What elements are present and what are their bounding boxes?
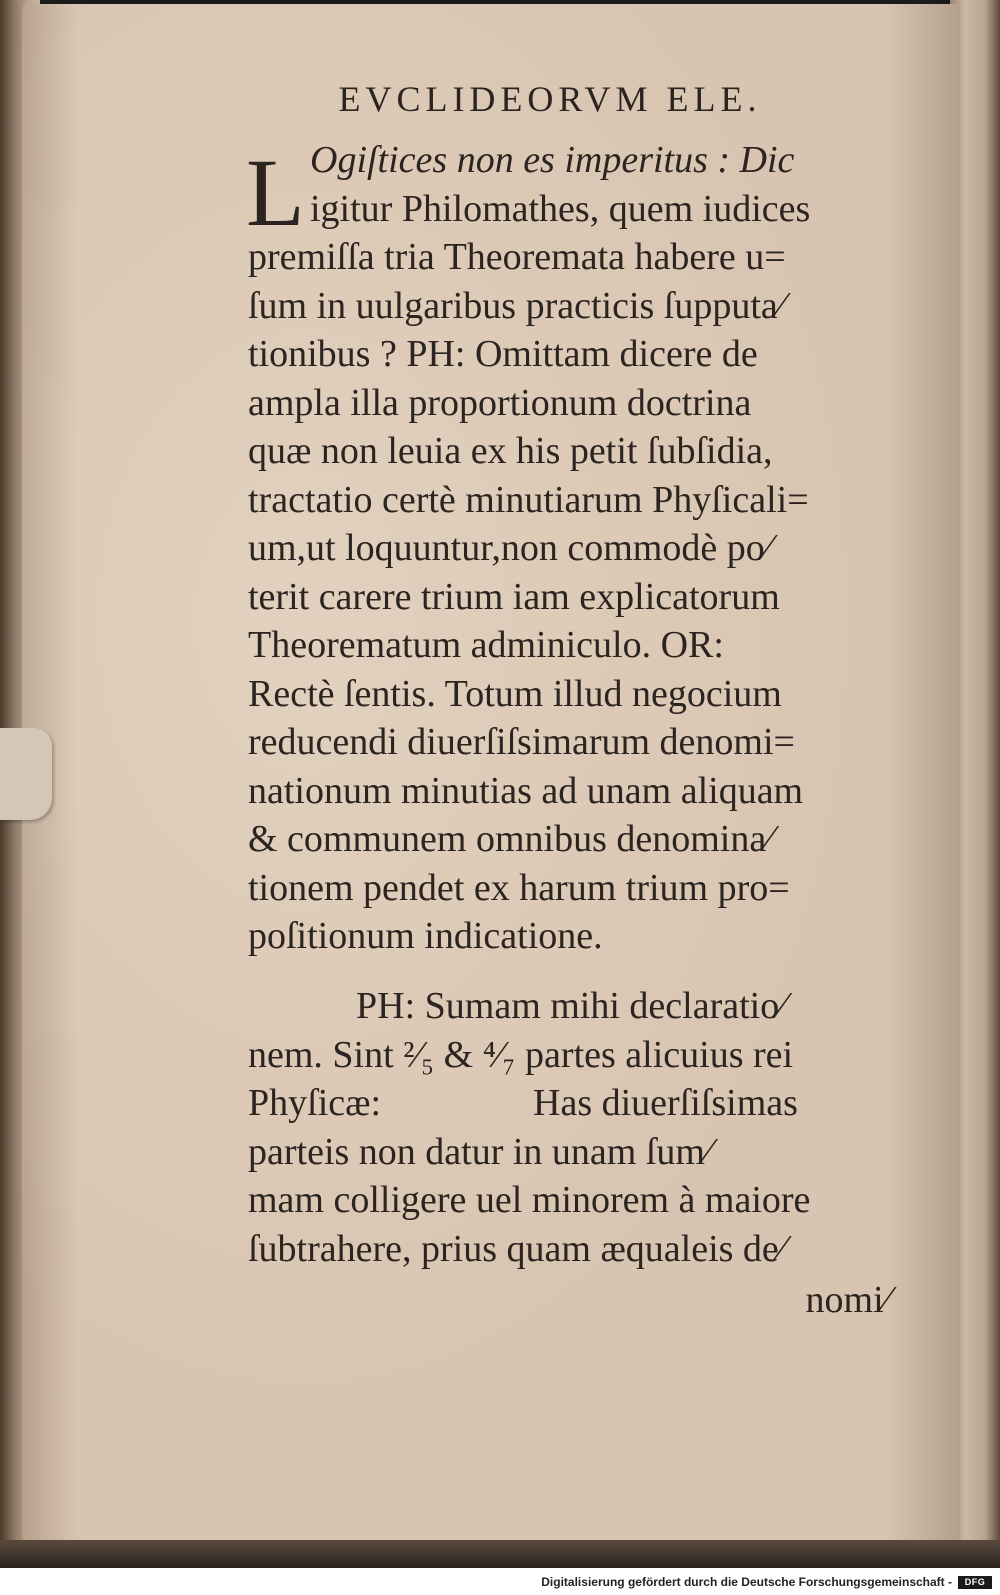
text-line: Theorematum adminiculo. OR: [248,624,724,666]
text-line: um,ut loquuntur,non commodè po⁄ [248,527,772,569]
text-line: premiſſa tria Theoremata habere u= [248,236,786,278]
text-line: quæ non leuia ex his petit ſubſidia, [248,430,773,472]
book-bottom-shadow [0,1540,1000,1568]
page-tab-marker [0,728,52,820]
text-line: tionem pendet ex harum trium pro= [248,866,790,909]
footer-bar [0,1570,1000,1595]
paragraph-1 [248,136,888,961]
dfg-logo: DFG [958,1576,992,1589]
text-line: reducendi diuerſiſsimarum denomi= [248,721,795,763]
text-line: parteis non datur in unam ſum⁄ [248,1130,712,1173]
catchword: nomi⁄ [805,1279,890,1321]
text-line: tionibus ? PH: Omittam dicere de [248,333,758,375]
text-line: Phyſicæ: Has diuerſiſsimas [248,1082,798,1124]
text-line: Rectè ſentis. Totum illud negocium [248,672,782,715]
text-line: Ogiſtices non es imperitus : Dic [310,139,795,181]
text-line: ſum in uulgaribus practicis ſupputa⁄ [248,284,785,327]
text-line: nem. Sint ²⁄₅ & ⁴⁄₇ partes alicuius rei [248,1033,794,1076]
text-line: tractatio certè minutiarum Phyſicali= [248,478,809,521]
text-line: & communem omnibus denomina⁄ [248,818,773,860]
running-title: EVCLIDEORVM ELE. [338,79,762,119]
text-line: PH: Sumam mihi declaratio⁄ [356,985,786,1027]
paragraph-2 [248,982,888,1273]
text-line: terit carere trium iam explicatorum [248,575,780,618]
text-line: ampla illa proportionum doctrina [248,381,752,424]
text-line: nationum minutias ad unam aliquam [248,769,804,812]
text-line: mam colligere uel minorem à maiore [248,1179,811,1221]
text-line: igitur Philomathes, quem iudices [310,187,811,230]
drop-cap: L [246,139,305,246]
text-line: poſitionum indicatione. [248,915,603,957]
footer-credit: Digitalisierung gefördert durch die Deutsche Forschungsgemeinschaft - [541,1575,952,1589]
text-line: ſubtrahere, prius quam æqualeis de⁄ [248,1227,786,1270]
